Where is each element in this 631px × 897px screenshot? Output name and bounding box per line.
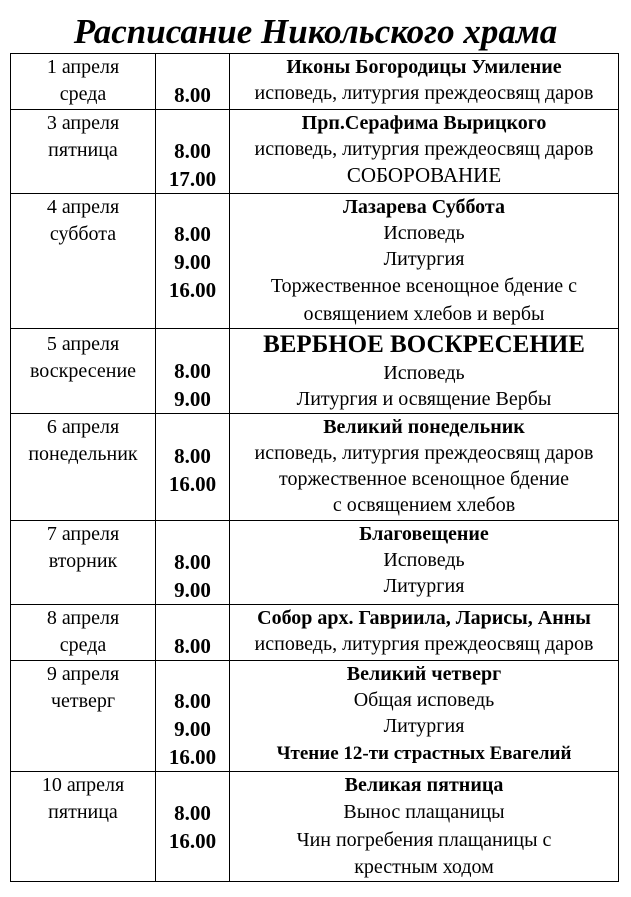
weekday: четверг — [50, 690, 116, 712]
service-time: 16.00 — [168, 472, 217, 496]
date-cell — [11, 194, 156, 329]
schedule-row — [11, 194, 619, 329]
schedule-table — [10, 53, 619, 882]
page-title: Расписание Никольского храма — [73, 12, 558, 51]
date-cell — [11, 329, 156, 414]
event-cell — [230, 110, 619, 194]
event-detail: исповедь, литургия преждеосвящ даров — [254, 633, 594, 655]
time-cell — [156, 110, 230, 194]
weekday: суббота — [49, 223, 117, 245]
date-cell — [11, 605, 156, 661]
schedule-row — [11, 329, 619, 414]
event-detail: освящением хлебов и вербы — [303, 303, 545, 325]
service-time: 8.00 — [174, 444, 211, 468]
schedule-row — [11, 521, 619, 605]
event-detail: Торжественное всенощное бдение с — [270, 275, 578, 297]
time-cell — [156, 414, 230, 521]
event-detail: Исповедь — [383, 222, 465, 244]
event-title: Великий понедельник — [323, 416, 525, 438]
schedule-row — [11, 110, 619, 194]
service-time: 8.00 — [174, 689, 211, 713]
service-time: 16.00 — [168, 745, 217, 769]
date-cell — [11, 110, 156, 194]
service-time: 8.00 — [174, 359, 211, 383]
event-cell — [230, 661, 619, 772]
date: 6 апреля — [46, 416, 120, 438]
event-detail: Чтение 12-ти страстных Евагелий — [276, 743, 572, 764]
weekday: пятница — [48, 139, 118, 161]
weekday: среда — [59, 83, 107, 105]
event-detail: Общая исповедь — [353, 689, 495, 711]
event-detail: СОБОРОВАНИЕ — [346, 163, 502, 187]
event-detail: торжественное всенощное бдение — [278, 468, 570, 490]
event-title: ВЕРБНОЕ ВОСКРЕСЕНИЕ — [263, 331, 585, 358]
schedule-row — [11, 605, 619, 661]
event-title: Великая пятница — [344, 774, 504, 796]
service-time: 8.00 — [174, 83, 211, 107]
event-detail: Вынос плащаницы — [343, 801, 505, 823]
event-title: Благовещение — [359, 523, 489, 545]
time-cell — [156, 661, 230, 772]
service-time: 8.00 — [174, 801, 211, 825]
event-detail: Литургия — [383, 715, 465, 737]
service-time: 9.00 — [174, 578, 211, 602]
event-title: Великий четверг — [346, 663, 502, 685]
time-cell — [156, 54, 230, 110]
service-time: 17.00 — [168, 167, 217, 191]
time-cell — [156, 772, 230, 882]
date: 10 апреля — [41, 774, 125, 796]
weekday: воскресение — [29, 360, 137, 382]
event-cell — [230, 54, 619, 110]
event-detail: исповедь, литургия преждеосвящ даров — [254, 138, 594, 160]
date: 5 апреля — [46, 333, 120, 355]
date: 8 апреля — [46, 607, 120, 629]
date: 3 апреля — [46, 112, 120, 134]
event-detail: крестным ходом — [354, 856, 494, 878]
event-cell — [230, 521, 619, 605]
schedule-row — [11, 772, 619, 882]
service-time: 8.00 — [174, 550, 211, 574]
time-cell — [156, 329, 230, 414]
event-title: Иконы Богородицы Умиление — [286, 56, 562, 78]
event-title: Прп.Серафима Вырицкого — [301, 112, 547, 134]
event-detail: Исповедь — [383, 549, 465, 571]
time-cell — [156, 605, 230, 661]
weekday: понедельник — [28, 443, 138, 465]
service-time: 16.00 — [168, 278, 217, 302]
schedule-row — [11, 414, 619, 521]
time-cell — [156, 521, 230, 605]
event-title: Лазарева Суббота — [343, 196, 505, 218]
service-time: 9.00 — [174, 250, 211, 274]
event-cell — [230, 329, 619, 414]
service-time: 9.00 — [174, 387, 211, 411]
event-detail: Исповедь — [383, 362, 465, 384]
service-time: 8.00 — [174, 634, 211, 658]
service-time: 8.00 — [174, 222, 211, 246]
date-cell — [11, 54, 156, 110]
date-cell — [11, 661, 156, 772]
event-detail: исповедь, литургия преждеосвящ даров — [254, 82, 594, 104]
event-cell — [230, 414, 619, 521]
service-time: 8.00 — [174, 139, 211, 163]
schedule-row — [11, 661, 619, 772]
event-detail: Чин погребения плащаницы с — [296, 829, 552, 851]
event-cell — [230, 605, 619, 661]
event-detail: Литургия — [383, 248, 465, 270]
time-cell — [156, 194, 230, 329]
event-detail: Литургия — [383, 575, 465, 597]
date-cell — [11, 414, 156, 521]
event-detail: Литургия и освящение Вербы — [296, 388, 552, 410]
service-time: 9.00 — [174, 717, 211, 741]
date: 9 апреля — [46, 663, 120, 685]
date-cell — [11, 772, 156, 882]
schedule-row — [11, 54, 619, 110]
event-cell — [230, 194, 619, 329]
date: 1 апреля — [46, 56, 120, 78]
weekday: вторник — [48, 550, 118, 572]
service-time: 16.00 — [168, 829, 217, 853]
date: 7 апреля — [46, 523, 120, 545]
event-detail: исповедь, литургия преждеосвящ даров — [254, 442, 594, 464]
event-cell — [230, 772, 619, 882]
date-cell — [11, 521, 156, 605]
weekday: пятница — [48, 801, 118, 823]
event-detail: с освящением хлебов — [332, 494, 516, 516]
event-title: Собор арх. Гавриила, Ларисы, Анны — [257, 607, 591, 629]
weekday: среда — [59, 634, 107, 656]
date: 4 апреля — [46, 196, 120, 218]
